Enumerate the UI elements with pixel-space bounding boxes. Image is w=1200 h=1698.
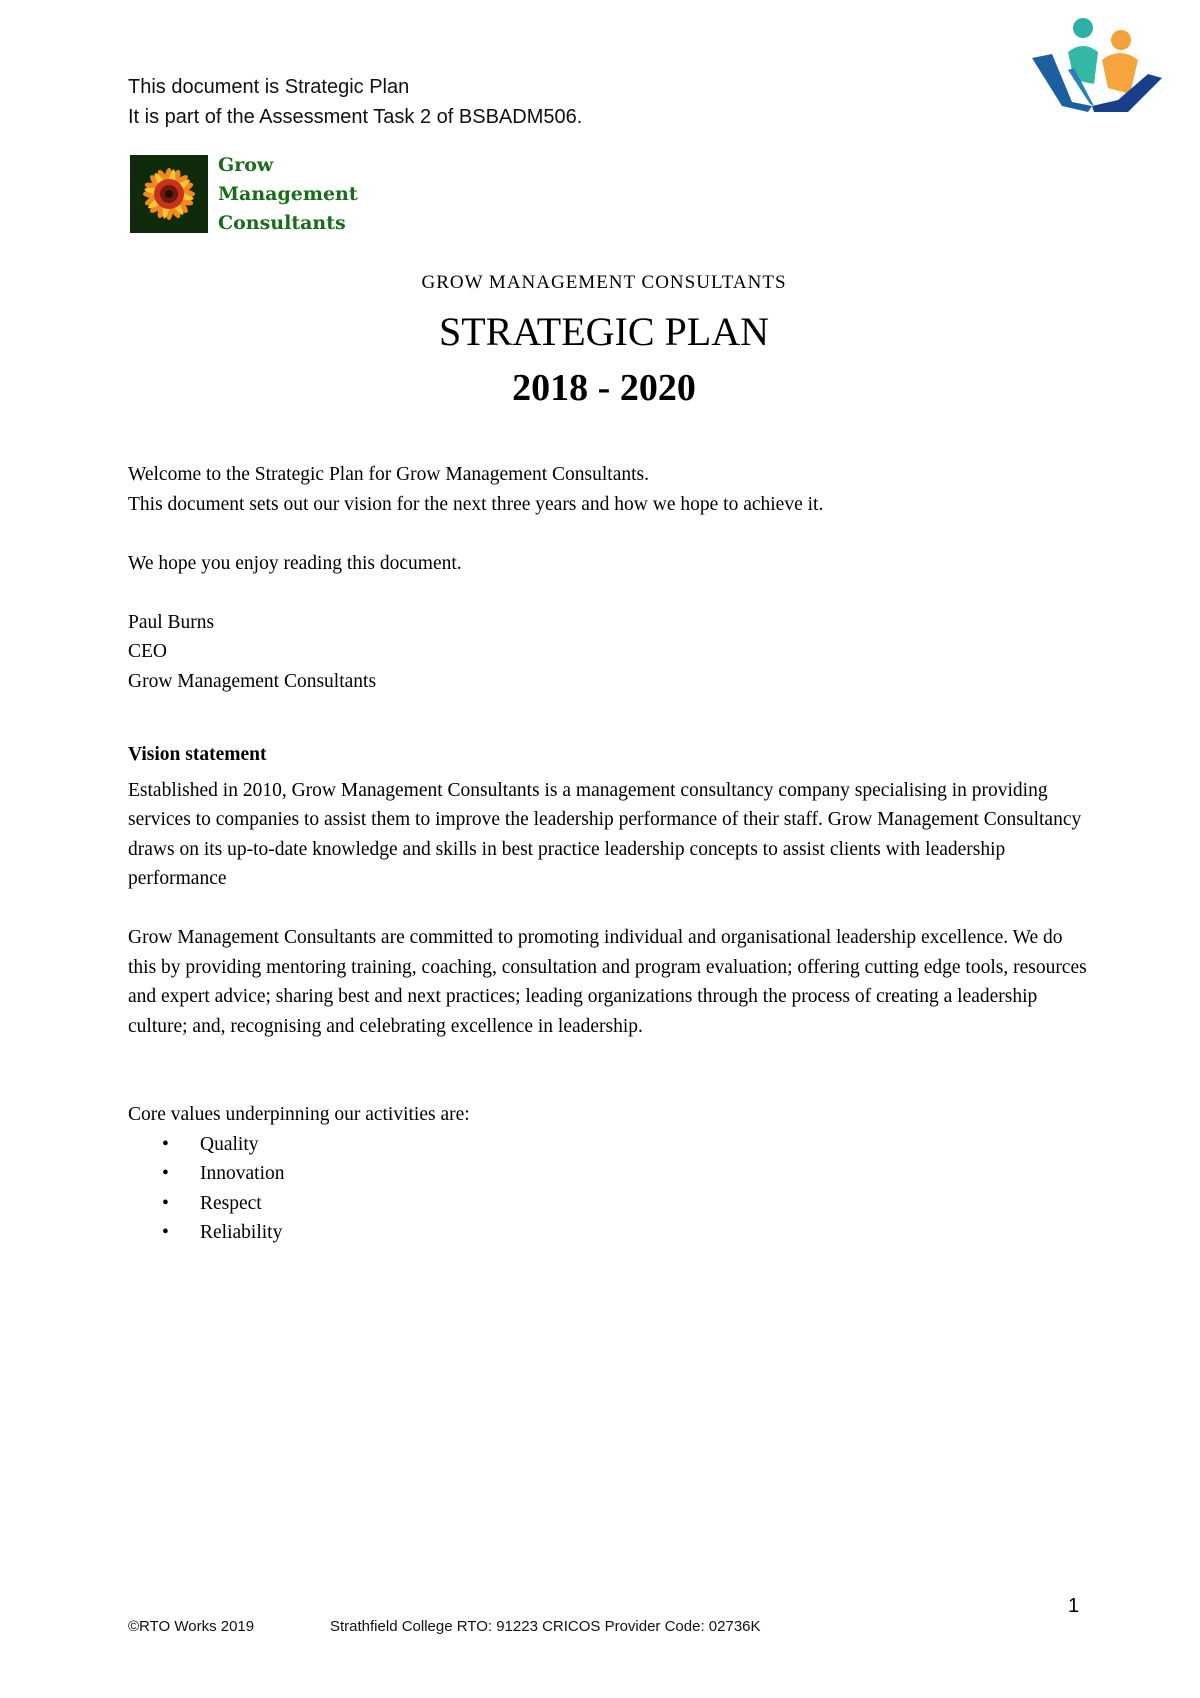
list-item — [128, 1159, 1088, 1189]
bullet-icon: • — [162, 1133, 169, 1155]
intro-line-2: This document sets out our vision for the next three years and how we hope to achieve it. — [128, 493, 824, 515]
core-values-intro: Core values underpinning our activities are: — [128, 1104, 470, 1125]
company-name-heading: GROW MANAGEMENT CONSULTANTS — [421, 272, 787, 293]
page-number: 1 — [1068, 1595, 1080, 1617]
signature-name: Paul Burns — [128, 611, 215, 633]
logo-figure-head-teal — [1073, 18, 1093, 38]
intro-line-1: Welcome to the Strategic Plan for Grow Management Consultants. — [128, 464, 650, 485]
title-block — [0, 270, 1200, 414]
logo-name-line-3: Consultants — [218, 212, 346, 234]
bullet-icon: • — [162, 1192, 169, 1214]
signature-role: CEO — [128, 641, 167, 662]
intro-line-3: We hope you enjoy reading this document. — [128, 552, 462, 574]
vision-paragraph-1: Established in 2010, Grow Management Consultants is a management consultancy company specialising in providing services to companies to assist them to improve the leadership performance of their staff. Grow Management Consultancy draws on its up-to-date knowledge and skills in best practice leadership concepts to assist clients with leadership performance — [128, 779, 1082, 889]
list-item — [128, 1189, 1088, 1219]
bullet-icon: • — [162, 1222, 169, 1243]
page-footer — [128, 1618, 761, 1635]
vision-heading: Vision statement — [128, 744, 267, 765]
logo-name-line-2: Management — [218, 183, 358, 205]
document-header — [128, 72, 582, 132]
logo-figure-head-orange — [1111, 30, 1131, 50]
core-value-label: Reliability — [200, 1222, 283, 1243]
core-value-label: Respect — [200, 1192, 262, 1214]
logo-name-line-1: Grow — [218, 154, 274, 176]
flower-icon — [130, 155, 208, 233]
list-item — [128, 1218, 1088, 1248]
bullet-icon: • — [162, 1163, 169, 1184]
signature-org: Grow Management Consultants — [128, 670, 377, 692]
core-values-list — [128, 1130, 1088, 1248]
core-value-label: Innovation — [200, 1163, 285, 1184]
list-item — [128, 1130, 1088, 1160]
rto-corner-logo — [1028, 14, 1166, 114]
core-value-label: Quality — [200, 1133, 259, 1155]
footer-copyright: ©RTO Works 2019 — [128, 1618, 255, 1635]
vision-paragraph-2: Grow Management Consultants are committed to promoting individual and organisational leadership excellence. We do this by providing mentoring training, coaching, consultation and program evaluation; offering cutting edge tools, resources and expert advice; sharing best and next practices; leading organizations through the process of creating a leadership culture; and, recognising and celebrating excellence in leadership. — [128, 927, 1087, 1037]
header-line-2: It is part of the Assessment Task 2 of BSBADM506. — [128, 106, 583, 128]
plan-years: 2018 - 2020 — [512, 367, 696, 409]
company-logo — [130, 151, 390, 235]
plan-title: STRATEGIC PLAN — [438, 309, 770, 354]
logo-figure-body-teal — [1068, 46, 1098, 84]
header-line-1: This document is Strategic Plan — [128, 76, 410, 98]
document-body — [128, 460, 1088, 1248]
logo-wordmark — [218, 151, 358, 238]
footer-provider: Strathfield College RTO: 91223 CRICOS Provider Code: 02736K — [330, 1618, 761, 1635]
